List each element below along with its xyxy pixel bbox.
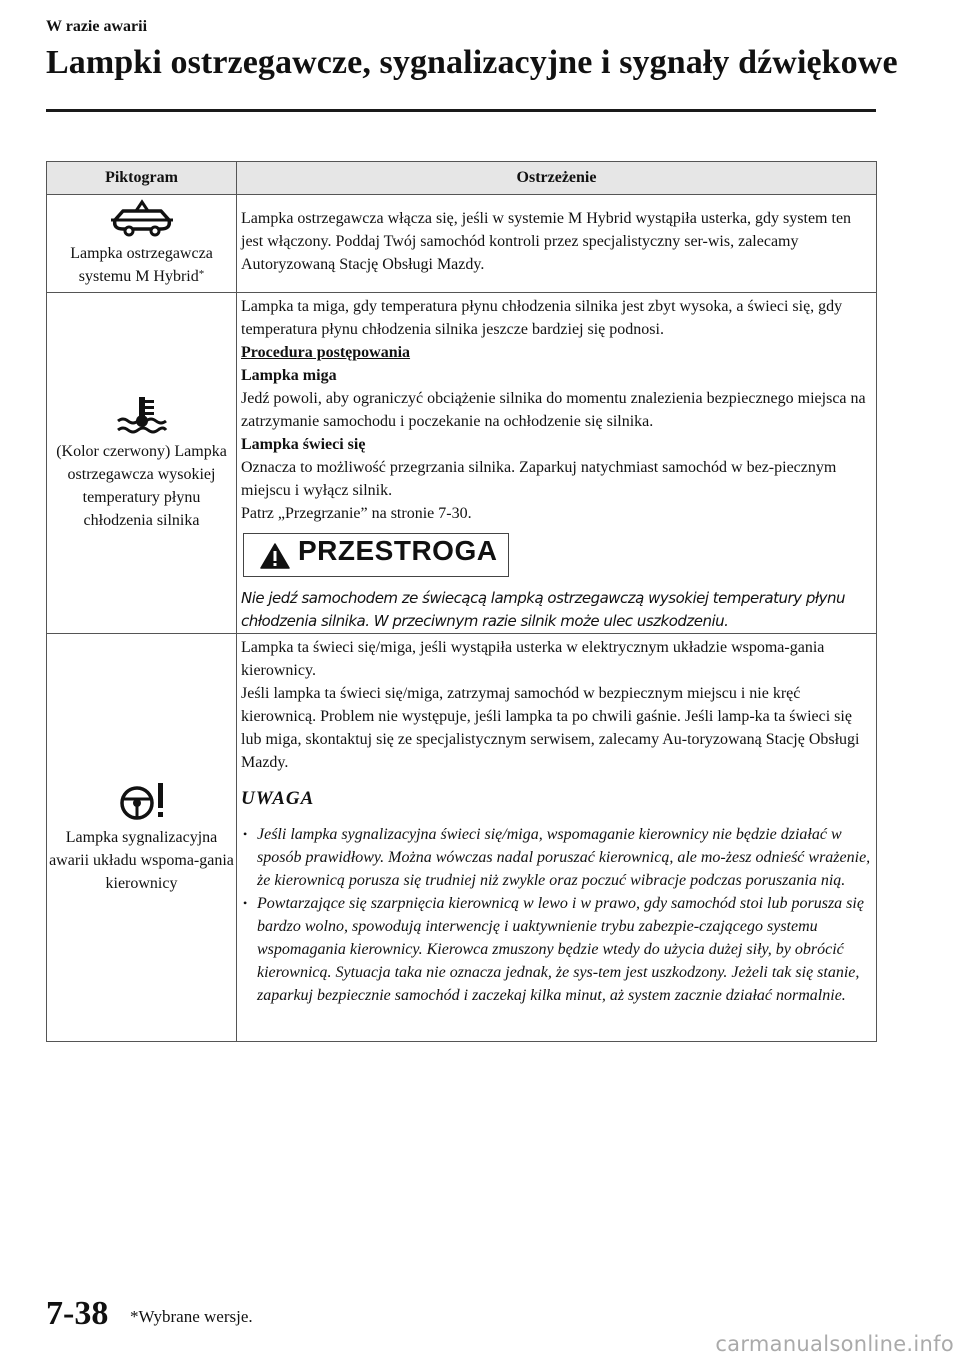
lit-text: Oznacza to możliwość przegrzania silnika. Zaparkuj natychmiast samochód w bez-piecznym miejscu i wyłącz silnik. (241, 459, 837, 499)
caution-label: PRZESTROGA (298, 535, 498, 566)
warning-text: Lampka ostrzegawcza włącza się, jeśli w systemie M Hybrid wystąpiła usterka, gdy system ten jest włączony. Poddaj Twój samochód kontroli przez specjalistyczny ser-wis, zalecamy Autoryzowaną Stację Obsługi Mazdy. (241, 210, 852, 273)
watermark: carmanualsonline.info (715, 1332, 954, 1356)
lit-heading: Lampka świeci się (241, 436, 366, 453)
table-row (47, 634, 877, 1042)
coolant-temperature-icon (115, 395, 169, 435)
power-steering-warning-icon (115, 781, 169, 821)
note-list (241, 823, 874, 1007)
caution-text: Nie jedź samochodem ze świecącą lampką ostrzegawczą wysokiej temperatury płynu chłodzenia silnika. W przeciwnym razie silnik może ulec uszkodzeniu. (241, 589, 846, 630)
m-hybrid-warning-icon (109, 199, 175, 237)
pictogram-cell (47, 293, 237, 634)
pictogram-label: Lampka ostrzegawcza systemu M Hybrid (70, 245, 213, 285)
note-item: • Powtarzające się szarpnięcia kierownicą w lewo i w prawo, gdy samochód stoi lub porusza się bardzo wolno, spowodują interwencję i uaktywnienie trybu zabezpie-czającego systemu wspomagania kierownicy. Kierowca zmuszony będzie wtedy do użycia dużej siły, by obrócić kierownicą. Sytuacja taka nie oznacza jednak, że sys-tem jest uszkodzony. Jeżeli tak się stanie, zaparkuj bezpiecznie samochód i zaczekaj kilka minut, aż system zacznie działać normalnie. (241, 892, 874, 1007)
pictogram-label: (Kolor czerwony) Lampka ostrzegawcza wysokiej temperatury płynu chłodzenia silnika (56, 442, 227, 529)
footnote: *Wybrane wersje. (130, 1307, 253, 1326)
page-number: 7-38 (46, 1295, 109, 1332)
note-heading: UWAGA (241, 788, 315, 809)
reference-text: Patrz „Przegrzanie” na stronie 7-30. (241, 505, 472, 522)
warning-intro: Lampka ta miga, gdy temperatura płynu chłodzenia silnika jest zbyt wysoka, a świeci się, gdy temperatura płynu chłodzenia silnika jeszcze bardziej się podnosi. (241, 298, 843, 338)
column-header-pictogram: Piktogram (47, 162, 237, 195)
warning-text: Jeśli lampka ta świeci się/miga, zatrzymaj samochód w bezpiecznym miejscu i nie kręć kierownicą. Problem nie występuje, jeśli lampka ta po chwili gaśnie. Jeśli lamp-ka ta świeci się lub miga, skontaktuj się ze specjalistycznym serwisem, zalecamy Au-toryzowaną Stację Obsługi Mazdy. (241, 685, 860, 771)
warning-text: Lampka ta świeci się/miga, jeśli wystąpiła usterka w elektrycznym układzie wspoma-gania kierownicy. (241, 639, 825, 679)
table-row (47, 195, 877, 293)
warning-triangle-icon (260, 543, 290, 569)
table-row (47, 293, 877, 634)
page-title: Lampki ostrzegawcze, sygnalizacyjne i sygnały dźwiękowe (46, 44, 898, 81)
warning-cell (237, 195, 877, 293)
warning-cell (237, 293, 877, 634)
caution-box (243, 533, 509, 577)
optional-equipment-mark: * (198, 268, 205, 280)
title-rule (46, 109, 876, 112)
note-item: • Jeśli lampka sygnalizacyjna świeci się/miga, wspomaganie kierownicy nie będzie działać w sposób prawidłowy. Można wówczas nadal poruszać kierownicą, ale mo-żesz odnieść wrażenie, że kierownicą porusza się trudniej niż zwykle oraz poczuć wibracje podczas poruszania nią. (241, 823, 874, 892)
procedure-heading: Procedura postępowania (241, 344, 411, 361)
pictogram-cell (47, 195, 237, 293)
flashing-text: Jedź powoli, aby ograniczyć obciążenie silnika do momentu znalezienia bezpiecznego miejsca na zatrzymanie samochodu i poczekanie na ochłodzenie się silnika. (241, 390, 866, 430)
warning-cell (237, 634, 877, 1042)
column-header-warning: Ostrzeżenie (237, 162, 877, 195)
section-heading: W razie awarii (46, 18, 148, 35)
table-header-row (47, 162, 877, 195)
warning-lights-table (46, 161, 877, 1042)
flashing-heading: Lampka miga (241, 367, 337, 384)
pictogram-label: Lampka sygnalizacyjna awarii układu wspoma-gania kierownicy (49, 828, 234, 892)
pictogram-cell (47, 634, 237, 1042)
